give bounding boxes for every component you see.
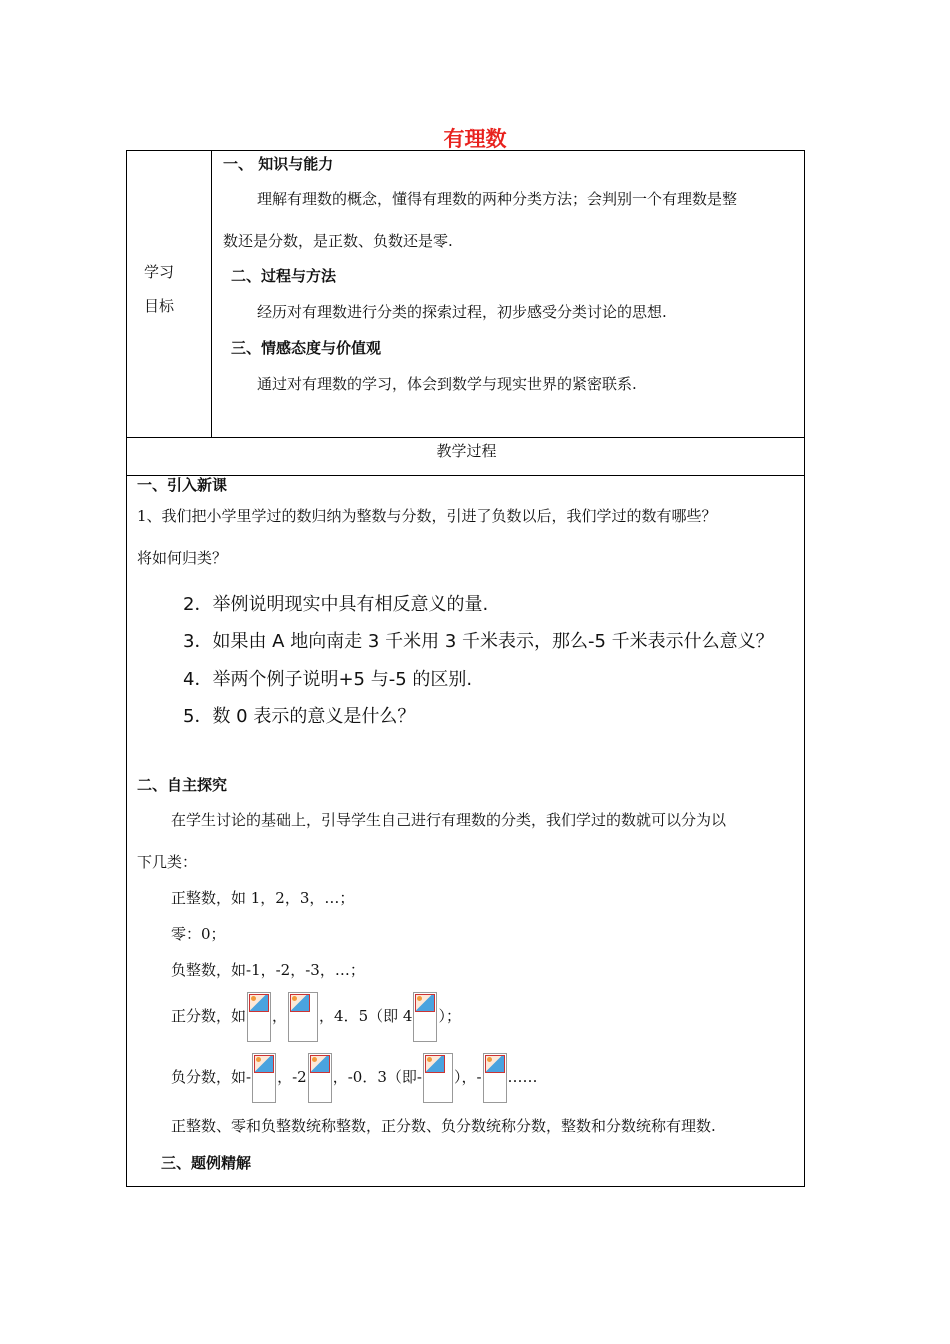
explore-intro-1: 在学生讨论的基础上，引导学生自己进行有理数的分类，我们学过的数就可以分为以 [171, 811, 727, 829]
negative-fractions [171, 1052, 538, 1103]
negative-fractions-sep: ），- [453, 1068, 482, 1086]
question-1-line-2: 将如何归类？ [137, 549, 228, 567]
broken-image-icon [247, 992, 271, 1042]
intro-heading: 一、引入新课 [137, 476, 228, 494]
explore-heading: 二、自主探究 [137, 776, 228, 794]
question-1-line-1: 1、我们把小学里学过的数归纳为整数与分数，引进了负数以后，我们学过的数有哪些？ [137, 507, 717, 525]
row-divider-objectives [127, 437, 804, 438]
examples-heading: 三、题例精解 [161, 1154, 252, 1172]
positive-fractions-label: 正分数，如 [171, 1007, 247, 1025]
question-5: 5．数 0 表示的意义是什么？ [183, 706, 416, 727]
positive-integers: 正整数，如 1，2，3，…； [171, 889, 355, 907]
negative-fractions-mixed: ，-2 [277, 1068, 307, 1086]
positive-fractions-end: ）； [438, 1007, 461, 1025]
negative-integers: 负整数，如-1，-2，-3，…； [171, 961, 365, 979]
question-3: 3．如果由 A 地向南走 3 千米用 3 千米表示，那么-5 千米表示什么意义？ [183, 631, 774, 652]
broken-image-icon [288, 992, 318, 1042]
broken-image-icon [483, 1053, 507, 1103]
lesson-table [126, 150, 805, 1187]
positive-fractions-sep: ， [272, 1007, 288, 1025]
page-title: 有理数 [443, 127, 507, 151]
positive-fractions [171, 991, 461, 1042]
broken-image-icon [413, 992, 437, 1042]
broken-image-icon [423, 1053, 453, 1103]
question-2: 2．举例说明现实中具有相反意义的量. [183, 594, 489, 615]
objective-heading-knowledge: 一、 知识与能力 [223, 155, 334, 173]
negative-fractions-label: 负分数，如- [171, 1068, 252, 1086]
objective-text-knowledge-1: 理解有理数的概念，懂得有理数的两种分类方法；会判别一个有理数是整 [257, 190, 738, 208]
classification-summary: 正整数、零和负整数统称整数，正分数、负分数统称分数，整数和分数统称有理数. [171, 1117, 716, 1135]
positive-fractions-mixed: ，4．5（即 4 [319, 1007, 413, 1025]
row-divider-process [127, 475, 804, 476]
negative-fractions-decimal: ，-0．3（即- [332, 1068, 422, 1086]
process-header: 教学过程 [436, 442, 497, 460]
broken-image-icon [252, 1053, 276, 1103]
broken-image-icon [308, 1053, 332, 1103]
label-column-divider [211, 151, 212, 437]
objective-text-process: 经历对有理数进行分类的探索过程，初步感受分类讨论的思想. [257, 303, 667, 321]
objective-text-attitude: 通过对有理数的学习，体会到数学与现实世界的紧密联系. [257, 375, 637, 393]
explore-intro-2: 下几类： [137, 853, 198, 871]
objectives-label-1: 学习 [144, 263, 175, 281]
question-4: 4．举两个例子说明+5 与-5 的区别. [183, 669, 473, 690]
objective-heading-process: 二、过程与方法 [231, 267, 337, 285]
negative-fractions-ellipsis: …… [507, 1068, 538, 1086]
zero-line: 零：0； [171, 925, 226, 943]
objective-heading-attitude: 三、情感态度与价值观 [231, 339, 382, 357]
objectives-label-2: 目标 [144, 297, 175, 315]
objective-text-knowledge-2: 数还是分数，是正数、负数还是零. [223, 232, 453, 250]
